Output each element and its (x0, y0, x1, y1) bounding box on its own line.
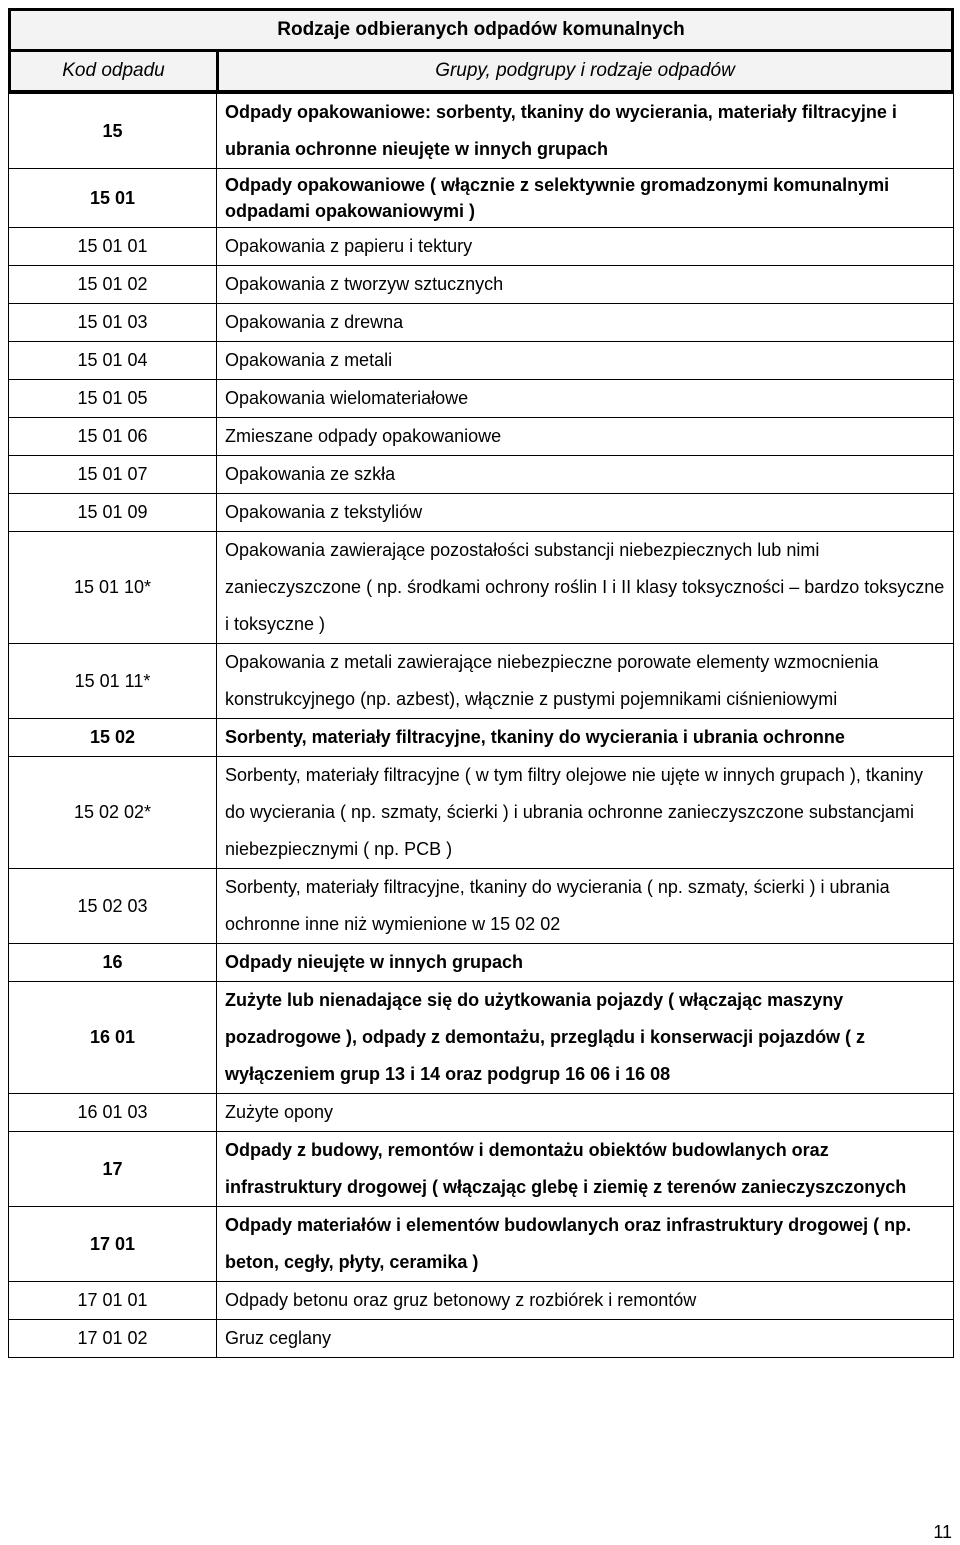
waste-code-cell: 15 01 02 (9, 266, 217, 304)
table-row (9, 644, 954, 719)
table-row (9, 94, 954, 169)
table-row (9, 228, 954, 266)
table-row (9, 266, 954, 304)
waste-description-cell: Sorbenty, materiały filtracyjne, tkaniny do wycierania ( np. szmaty, ścierki ) i ubrania ochronne inne niż wymienione w 15 02 02 (217, 869, 954, 944)
waste-description-cell: Opakowania z papieru i tektury (217, 228, 954, 266)
waste-description-cell: Opakowania wielomateriałowe (217, 380, 954, 418)
page-number: 11 (933, 1522, 952, 1542)
waste-description-cell: Opakowania z drewna (217, 304, 954, 342)
waste-description-cell: Odpady z budowy, remontów i demontażu obiektów budowlanych oraz infrastruktury drogowej ( włączając glebę i ziemię z terenów zanieczyszczonych (217, 1132, 954, 1207)
waste-description-cell: Opakowania z metali zawierające niebezpieczne porowate elementy wzmocnienia konstrukcyjnego (np. azbest), włącznie z pustymi pojemnikami ciśnieniowymi (217, 644, 954, 719)
waste-description-cell: Odpady nieujęte w innych grupach (217, 944, 954, 982)
waste-code-cell: 15 01 01 (9, 228, 217, 266)
waste-code-cell: 15 02 03 (9, 869, 217, 944)
waste-description-cell: Odpady opakowaniowe: sorbenty, tkaniny do wycierania, materiały filtracyjne i ubrania ochronne nieujęte w innych grupach (217, 94, 954, 169)
document-page (8, 8, 954, 1358)
waste-code-cell: 15 01 05 (9, 380, 217, 418)
waste-code-cell: 15 01 04 (9, 342, 217, 380)
table-row (9, 1094, 954, 1132)
waste-code-cell: 16 01 (9, 982, 217, 1094)
waste-description-cell: Zużyte opony (217, 1094, 954, 1132)
table-row (9, 982, 954, 1094)
table-row (9, 418, 954, 456)
waste-code-cell: 15 01 03 (9, 304, 217, 342)
table-row (9, 304, 954, 342)
table-row (9, 944, 954, 982)
table-row (9, 757, 954, 869)
table-row (9, 869, 954, 944)
waste-code-cell: 15 01 09 (9, 494, 217, 532)
waste-code-cell: 15 02 02* (9, 757, 217, 869)
column-header-description: Grupy, podgrupy i rodzaje odpadów (435, 60, 735, 81)
waste-description-cell: Sorbenty, materiały filtracyjne, tkaniny do wycierania i ubrania ochronne (217, 719, 954, 757)
waste-code-cell: 16 (9, 944, 217, 982)
waste-codes-table (8, 93, 954, 1358)
waste-code-cell: 15 01 10* (9, 532, 217, 644)
waste-code-cell: 17 01 (9, 1207, 217, 1282)
waste-description-cell: Odpady materiałów i elementów budowlanych oraz infrastruktury drogowej ( np. beton, cegły, płyty, ceramika ) (217, 1207, 954, 1282)
table-header-row (8, 52, 954, 93)
waste-description-cell: Zużyte lub nienadające się do użytkowania pojazdy ( włączając maszyny pozadrogowe ), odpady z demontażu, przeglądu i konserwacji pojazdów ( z wyłączeniem grup 13 i 14 oraz podgrup 16 06 i 16 08 (217, 982, 954, 1094)
table-row (9, 342, 954, 380)
waste-code-cell: 17 01 02 (9, 1320, 217, 1358)
waste-description-cell: Opakowania zawierające pozostałości substancji niebezpiecznych lub nimi zanieczyszczone ( np. środkami ochrony roślin I i II klasy toksyczności – bardzo toksyczne i toksyczne ) (217, 532, 954, 644)
waste-code-cell: 17 01 01 (9, 1282, 217, 1320)
table-row (9, 719, 954, 757)
waste-description-cell: Zmieszane odpady opakowaniowe (217, 418, 954, 456)
table-row (9, 456, 954, 494)
table-title: Rodzaje odbieranych odpadów komunalnych (8, 8, 954, 52)
table-row (9, 494, 954, 532)
waste-code-cell: 16 01 03 (9, 1094, 217, 1132)
waste-code-cell: 17 (9, 1132, 217, 1207)
waste-code-cell: 15 01 06 (9, 418, 217, 456)
waste-description-cell: Opakowania z tekstyliów (217, 494, 954, 532)
waste-description-cell: Sorbenty, materiały filtracyjne ( w tym filtry olejowe nie ujęte w innych grupach ), tkaniny do wycierania ( np. szmaty, ścierki ) i ubrania ochronne zanieczyszczone substancjami niebezpiecznymi ( np. PCB ) (217, 757, 954, 869)
waste-description-cell: Opakowania z metali (217, 342, 954, 380)
waste-code-cell: 15 (9, 94, 217, 169)
waste-code-cell: 15 01 11* (9, 644, 217, 719)
waste-code-cell: 15 01 07 (9, 456, 217, 494)
table-row (9, 1282, 954, 1320)
column-header-code: Kod odpadu (11, 52, 219, 90)
table-row (9, 1207, 954, 1282)
table-row (9, 169, 954, 228)
waste-code-cell: 15 01 (9, 169, 217, 228)
waste-description-cell: Odpady opakowaniowe ( włącznie z selektywnie gromadzonymi komunalnymi odpadami opakowaniowymi ) (217, 169, 954, 228)
waste-description-cell: Odpady betonu oraz gruz betonowy z rozbiórek i remontów (217, 1282, 954, 1320)
table-row (9, 380, 954, 418)
table-row (9, 532, 954, 644)
waste-description-cell: Opakowania ze szkła (217, 456, 954, 494)
waste-code-cell: 15 02 (9, 719, 217, 757)
waste-description-cell: Opakowania z tworzyw sztucznych (217, 266, 954, 304)
waste-description-cell: Gruz ceglany (217, 1320, 954, 1358)
table-row (9, 1132, 954, 1207)
table-row (9, 1320, 954, 1358)
